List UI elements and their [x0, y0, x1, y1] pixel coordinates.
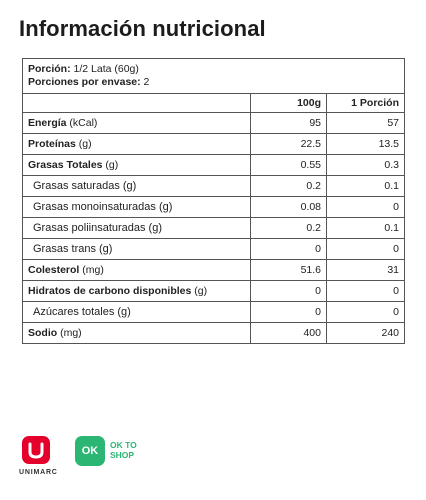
nutrient-rows [23, 113, 405, 344]
nutrient-name-bold: Grasas Totales [28, 159, 103, 171]
nutrient-row [23, 323, 405, 344]
value-portion: 240 [327, 323, 405, 344]
nutrient-name [23, 197, 251, 218]
value-100g: 0 [251, 239, 327, 260]
nutrient-row [23, 113, 405, 134]
nutrient-name-bold: Colesterol [28, 264, 80, 276]
nutrient-name [23, 155, 251, 176]
column-header-row [23, 94, 405, 113]
nutrient-unit: Grasas poliinsaturadas (g) [33, 222, 163, 234]
nutrient-unit: (mg) [57, 327, 82, 339]
nutrient-unit: Grasas monoinsaturadas (g) [33, 201, 173, 213]
nutrient-unit: (g) [102, 159, 119, 171]
nutrient-name [23, 134, 251, 155]
value-100g: 0.2 [251, 218, 327, 239]
value-100g: 95 [251, 113, 327, 134]
column-header-100g: 100g [251, 94, 327, 113]
nutrient-name-bold: Energía [28, 117, 67, 129]
value-100g: 0 [251, 281, 327, 302]
value-portion: 0 [327, 239, 405, 260]
page-title: Información nutricional [19, 16, 266, 41]
nutrient-unit: Grasas saturadas (g) [33, 180, 137, 192]
value-portion: 57 [327, 113, 405, 134]
nutrient-name [23, 323, 251, 344]
nutrient-row [23, 260, 405, 281]
value-portion: 0 [327, 281, 405, 302]
nutrient-unit: Azúcares totales (g) [33, 306, 131, 318]
unimarc-logo-icon [22, 436, 50, 464]
nutrient-unit: Grasas trans (g) [33, 243, 113, 255]
nutrient-row [23, 155, 405, 176]
nutrient-unit: (g) [191, 285, 208, 297]
nutrient-row [23, 176, 405, 197]
servings-label: Porciones por envase: [28, 76, 141, 88]
value-portion: 0.1 [327, 218, 405, 239]
value-100g: 0.55 [251, 155, 327, 176]
nutrient-row [23, 218, 405, 239]
nutrient-name-bold: Proteínas [28, 138, 76, 150]
value-100g: 51.6 [251, 260, 327, 281]
nutrient-row [23, 239, 405, 260]
column-header-blank [23, 94, 251, 113]
portion-info-row [23, 59, 405, 94]
nutrient-name-bold: Sodio [28, 327, 58, 339]
value-portion: 13.5 [327, 134, 405, 155]
nutrient-name [23, 260, 251, 281]
ok-to-shop-logo-text: OK TO SHOP [110, 440, 137, 460]
value-100g: 0.2 [251, 176, 327, 197]
portion-info [23, 59, 405, 94]
nutrient-unit: (mg) [79, 264, 104, 276]
value-portion: 0.3 [327, 155, 405, 176]
nutrient-row [23, 197, 405, 218]
nutrition-table [22, 58, 405, 344]
nutrient-name-bold: Hidratos de carbono disponibles [28, 285, 192, 297]
value-100g: 22.5 [251, 134, 327, 155]
portion-label: Porción: [28, 63, 71, 75]
nutrient-name [23, 302, 251, 323]
value-portion: 0 [327, 197, 405, 218]
value-100g: 0.08 [251, 197, 327, 218]
nutrient-unit: (g) [75, 138, 92, 150]
nutrient-name [23, 176, 251, 197]
nutrient-unit: (kCal) [66, 117, 98, 129]
value-portion: 0.1 [327, 176, 405, 197]
value-100g: 0 [251, 302, 327, 323]
nutrient-row [23, 134, 405, 155]
unimarc-logo-text: UNIMARC [19, 469, 58, 476]
nutrient-name [23, 218, 251, 239]
value-100g: 400 [251, 323, 327, 344]
servings-value: 2 [143, 76, 150, 88]
nutrient-row [23, 281, 405, 302]
ok-to-shop-logo-icon: OK [75, 436, 105, 466]
value-portion: 31 [327, 260, 405, 281]
nutrient-name [23, 113, 251, 134]
nutrient-name [23, 281, 251, 302]
nutrient-name [23, 239, 251, 260]
portion-value: 1/2 Lata (60g) [73, 63, 139, 75]
nutrient-row [23, 302, 405, 323]
value-portion: 0 [327, 302, 405, 323]
column-header-portion: 1 Porción [327, 94, 405, 113]
